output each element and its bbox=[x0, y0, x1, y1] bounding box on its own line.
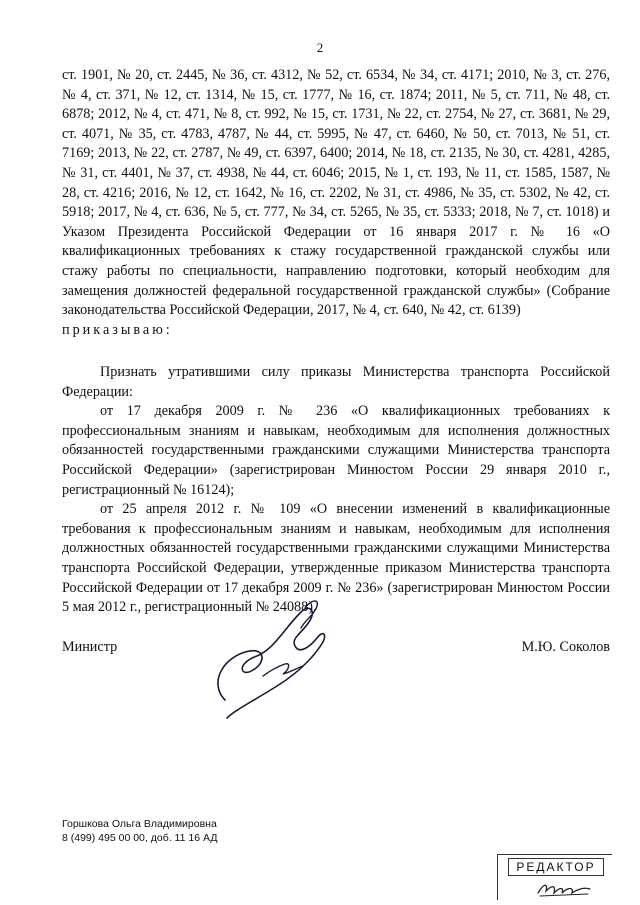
contact-info bbox=[62, 817, 217, 845]
editor-stamp bbox=[497, 854, 612, 900]
signer-position: Министр bbox=[62, 639, 118, 655]
resolution-paragraph: Признать утратившими силу приказы Министерства транспорта Российской Федерации: bbox=[62, 364, 610, 400]
stamp-initials-mark bbox=[534, 877, 594, 899]
legal-references-paragraph: ст. 1901, № 20, ст. 2445, № 36, ст. 4312, № 52, ст. 6534, № 34, ст. 4171; 2010, № 3, ст. 276, № 4, ст. 371, № 12, ст. 1314, № 15, ст. 1777, № 16, ст. 1874; 2011, № 5, ст. 711, № 48, ст. 6878; 2012, № 4, ст. 471, № 8, ст. 992, № 15, ст. 1731, № 22, ст. 2754, № 27, ст. 3681, № 29, ст. 4071, № 35, ст. 4783, 4787, № 44, ст. 5995, № 47, ст. 6460, № 50, ст. 7013, № 51, ст. 7169; 2013, № 22, ст. 2787, № 49, ст. 6397, 6400; 2014, № 18, ст. 2135, № 30, ст. 4281, 4285, № 31, ст. 4401, № 37, ст. 4938, № 44, ст. 6046; 2015, № 1, ст. 193, № 11, ст. 1585, 1587, № 28, ст. 4216; 2016, № 12, ст. 1642, № 16, ст. 2202, № 31, ст. 4986, № 35, ст. 5302, № 42, ст. 5918; 2017, № 4, ст. 636, № 5, ст. 777, № 34, ст. 5265, № 35, ст. 5333; 2018, № 7, ст. 1018) и Указом Президента Российской Федерации от 16 января 2017 г. № 16 «О квалификационных требованиях к стажу государственной гражданской службы или стажу работы по специальности, направлению подготовки, который необходим для замещения должностей федеральной государственной гражданской службы» (Собрание законодательства Российской Федерации, 2017, № 4, ст. 640, № 42, ст. 6139) bbox=[62, 67, 610, 319]
repealed-order-item-2: от 25 апреля 2012 г. № 109 «О внесении изменений в квалификационные требования к профессиональным знаниям и навыкам, необходимым для исполнения должностных обязанностей государственными гражданскими служащими Министерства транспорта Российской Федерации, утвержденные приказом Министерства транспорта Российской Федерации от 17 декабря 2009 г. № 236» (зарегистрирован Минюстом России 5 мая 2012 г., регистрационный № 24088). bbox=[62, 501, 610, 616]
order-word: приказываю: bbox=[62, 321, 173, 338]
resolution-block bbox=[62, 363, 610, 618]
signer-name: М.Ю. Соколов bbox=[521, 639, 610, 655]
handwritten-signature bbox=[205, 590, 340, 725]
page-number: 2 bbox=[316, 40, 324, 55]
contact-phone: 8 (499) 495 00 00, доб. 11 16 АД bbox=[62, 832, 218, 844]
intro-block bbox=[62, 66, 610, 340]
contact-person: Горшкова Ольга Владимировна bbox=[62, 818, 217, 830]
stamp-label: РЕДАКТОР bbox=[508, 858, 604, 876]
repealed-order-item-1: от 17 декабря 2009 г. № 236 «О квалификационных требованиях к профессиональным знаниям и навыкам, необходимым для исполнения должностных обязанностей государственными гражданскими служащими Министерства транспорта Российской Федерации» (зарегистрирован Минюстом России 29 января 2010 г., регистрационный № 16124); bbox=[62, 403, 610, 498]
